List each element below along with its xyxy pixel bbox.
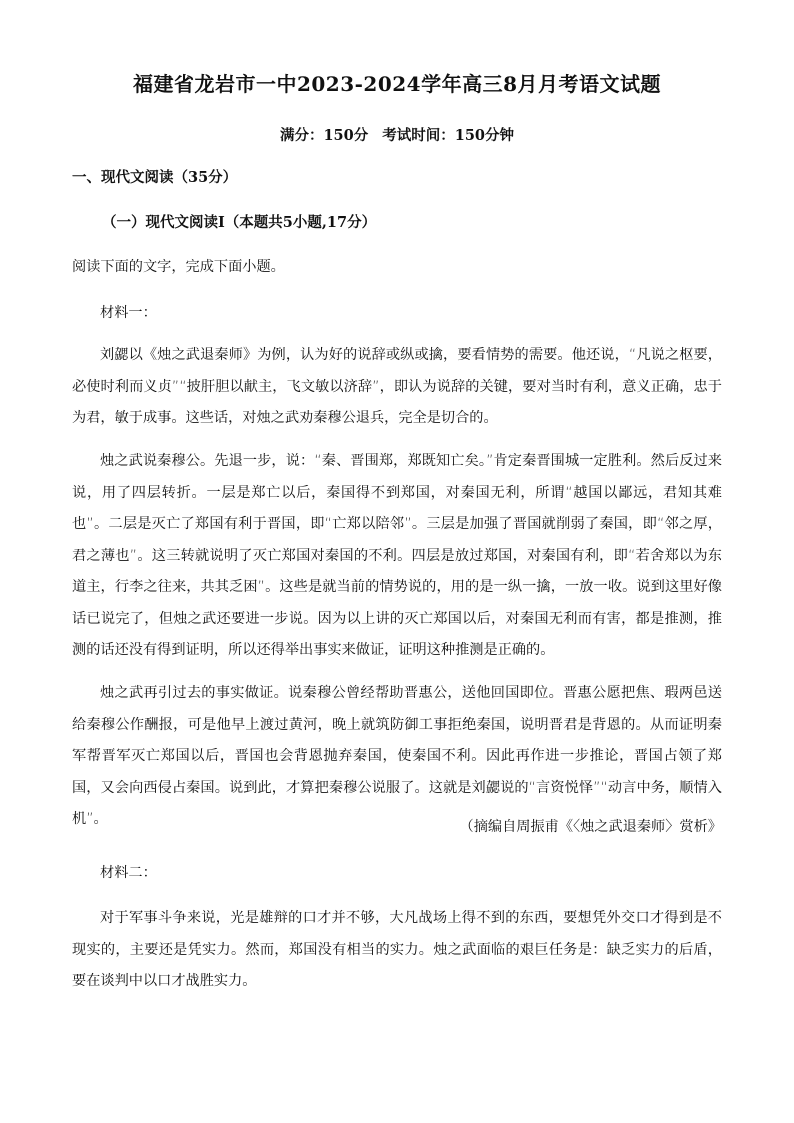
exam-time: 考试时间：150分钟 — [382, 127, 515, 144]
material-one-paragraph-2: 烛之武说秦穆公。先退一步，说：“秦、晋围郑，郑既知亡矣。”肯定秦晋围城一定胜利。然后反过来说，用了四层转折。一层是郑亡以后，秦国得不到郑国，对秦国无利，所谓“越国以鄙远，君知其难也”。二层是灭亡了郑国有利于晋国，即“亡郑以陪邻”。三层是加强了晋国就削弱了秦国，即“邻之厚，君之薄也”。这三转就说明了灭亡郑国对秦国的不利。四层是放过郑国，对秦国有利，即“若舍郑以为东道主，行李之往来，共其乏困”。这些是就当前的情势说的，用的是一纵一擒，一放一收。说到这里好像话已说完了，但烛之武还要进一步说。因为以上讲的灭亡郑国以后，对秦国无利而有害，都是推测，推测的话还没有得到证明，所以还得举出事实来做证，证明这种推测是正确的。 — [72, 453, 722, 658]
subsection-heading: （一）现代文阅读Ⅰ（本题共5小题,17分） — [102, 214, 377, 231]
reading-instruction: 阅读下面的文字，完成下面小题。 — [72, 259, 285, 275]
material-one-paragraph-3: 烛之武再引过去的事实做证。说秦穆公曾经帮助晋惠公，送他回国即位。晋惠公愿把焦、瑕两邑送给秦穆公作酬报，可是他早上渡过黄河，晚上就筑防御工事拒绝秦国，说明晋君是背恩的。从而证明秦军帮晋军灭亡郑国以后，晋国也会背恩抛弃秦国，使秦国不利。因此再作进一步推论，晋国占领了郑国，又会向西侵占秦国。说到此，才算把秦穆公说服了。这就是刘勰说的“言资悦怿”“动言中务，顺情入机”。 — [72, 685, 722, 827]
exam-title: 福建省龙岩市一中2023-2024学年高三8月月考语文试题 — [132, 72, 662, 96]
score-total: 满分：150分 — [279, 127, 369, 144]
exam-meta — [0, 124, 794, 145]
material-one-label: 材料一： — [100, 305, 157, 321]
material-two-label: 材料二： — [100, 865, 157, 881]
section-heading: 一、现代文阅读（35分） — [72, 169, 238, 186]
material-two-paragraph-1: 对于军事斗争来说，光是雄辩的口才并不够，大凡战场上得不到的东西，要想凭外交口才得到是不现实的，主要还是凭实力。然而，郑国没有相当的实力。烛之武面临的艰巨任务是：缺乏实力的后盾，要在谈判中以口才战胜实力。 — [72, 910, 722, 989]
material-one-source: （摘编自周振甫《〈烛之武退秦师〉赏析》 — [459, 819, 722, 835]
material-one-paragraph-1: 刘勰以《烛之武退秦师》为例，认为好的说辞或纵或擒，要看情势的需要。他还说，“凡说之枢要，必使时利而义贞”“披肝胆以献主，飞文敏以济辞”，即认为说辞的关键，要对当时有利，意义正确，忠于为君，敏于成事。这些话，对烛之武劝秦穆公退兵，完全是切合的。 — [72, 347, 722, 426]
